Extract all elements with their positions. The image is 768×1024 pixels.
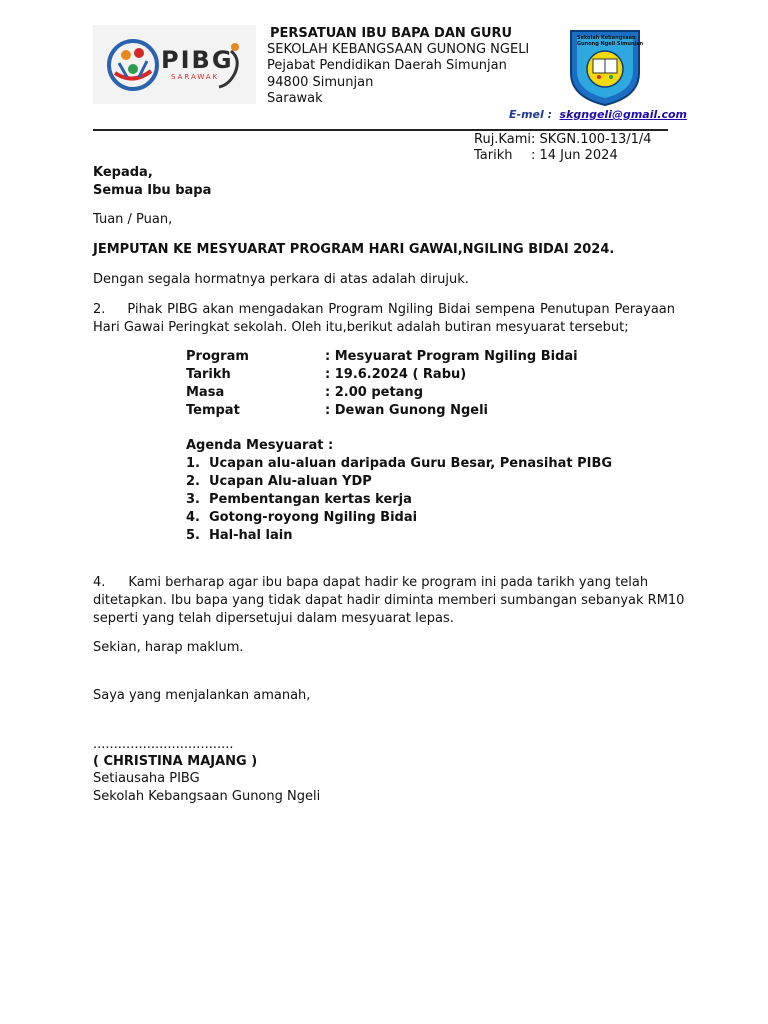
agenda-item-number: 2. <box>186 474 200 489</box>
reference-value: : SKGN.100-13/1/4 <box>531 132 652 147</box>
paragraph-2 <box>93 301 675 337</box>
paragraph-2-text: Pihak PIBG akan mengadakan Program Ngiling Bidai sempena Penutupan Perayaan Hari Gawai Peringkat sekolah. Oleh itu,berikut adalah butiran mesyuarat tersebut; <box>93 302 675 335</box>
recipient-line-1: Kepada, <box>93 165 153 180</box>
email-label: E-mel : <box>509 108 553 121</box>
subject: JEMPUTAN KE MESYUARAT PROGRAM HARI GAWAI,NGILING BIDAI 2024. <box>93 242 615 257</box>
paragraph-4-line-2: ditetapkan. Ibu bapa yang tidak dapat hadir diminta memberi sumbangan sebanyak RM10 <box>93 593 685 608</box>
paragraph-4-line-3: seperti yang telah dipersetujui dalam mesyuarat lepas. <box>93 611 454 626</box>
detail-value: : 2.00 petang <box>325 385 423 400</box>
org-name: PERSATUAN IBU BAPA DAN GURU <box>270 26 513 41</box>
date-label: Tarikh <box>474 148 513 163</box>
agenda-item-text: Ucapan Alu-aluan YDP <box>209 474 372 489</box>
date-value: : 14 Jun 2024 <box>531 148 618 163</box>
email-link[interactable]: skgngeli@gmail.com <box>559 108 687 121</box>
agenda-item-number: 5. <box>186 528 200 543</box>
signature-dots: .................................. <box>93 737 234 752</box>
agenda-item-text: Ucapan alu-aluan daripada Guru Besar, Penasihat PIBG <box>209 456 613 471</box>
agenda-item <box>186 509 417 527</box>
agenda-item-text: Hal-hal lain <box>209 528 293 543</box>
pibg-logo <box>93 25 256 104</box>
detail-row <box>186 366 466 384</box>
signatory-school: Sekolah Kebangsaan Gunong Ngeli <box>93 789 321 804</box>
detail-row <box>186 348 578 366</box>
signatory-name: ( CHRISTINA MAJANG ) <box>93 754 258 769</box>
agenda-item-text: Pembentangan kertas kerja <box>209 492 412 507</box>
salutation: Tuan / Puan, <box>93 212 173 227</box>
agenda-title: Agenda Mesyuarat : <box>186 438 334 453</box>
detail-label: Tarikh <box>186 367 231 382</box>
paragraph-4-number: 4. <box>93 575 106 590</box>
school-name: SEKOLAH KEBANGSAAN GUNONG NGELI <box>267 42 530 57</box>
agenda-item <box>186 491 412 509</box>
agenda-item-number: 1. <box>186 456 200 471</box>
address-line-2: 94800 Simunjan <box>267 75 374 90</box>
detail-label: Tempat <box>186 403 240 418</box>
detail-label: Masa <box>186 385 225 400</box>
pibg-logo-subtext: SARAWAK <box>171 73 220 81</box>
signatory-position: Setiausaha PIBG <box>93 771 200 786</box>
detail-value: : Dewan Gunong Ngeli <box>325 403 489 418</box>
detail-row <box>186 384 423 402</box>
address-line-3: Sarawak <box>267 91 323 106</box>
agenda-item-number: 4. <box>186 510 200 525</box>
reference-label: Ruj.Kami <box>474 132 531 147</box>
paragraph-2-number: 2. <box>93 302 106 317</box>
detail-label: Program <box>186 349 249 364</box>
trust-line: Saya yang menjalankan amanah, <box>93 688 311 703</box>
agenda-item <box>186 527 292 545</box>
address-line-1: Pejabat Pendidikan Daerah Simunjan <box>267 58 507 73</box>
agenda-item-number: 3. <box>186 492 200 507</box>
crest-text-line-2: Gunong Ngeli Simunjan <box>577 41 644 47</box>
detail-row <box>186 402 488 420</box>
recipient-line-2: Semua Ibu bapa <box>93 183 212 198</box>
detail-value: : Mesyuarat Program Ngiling Bidai <box>325 349 578 364</box>
agenda-item <box>186 455 612 473</box>
pibg-logo-text: PIBG <box>161 46 234 74</box>
paragraph-4-line-1 <box>93 574 648 592</box>
agenda-item <box>186 473 372 491</box>
closing: Sekian, harap maklum. <box>93 640 244 655</box>
paragraph-1: Dengan segala hormatnya perkara di atas adalah dirujuk. <box>93 272 469 287</box>
agenda-item-text: Gotong-royong Ngiling Bidai <box>209 510 418 525</box>
paragraph-4-text-1: Kami berharap agar ibu bapa dapat hadir ke program ini pada tarikh yang telah <box>128 575 649 590</box>
crest-text-line-1: Sekolah Kebangsaan <box>577 35 636 41</box>
detail-value: : 19.6.2024 ( Rabu) <box>325 367 467 382</box>
email-row <box>509 107 687 123</box>
